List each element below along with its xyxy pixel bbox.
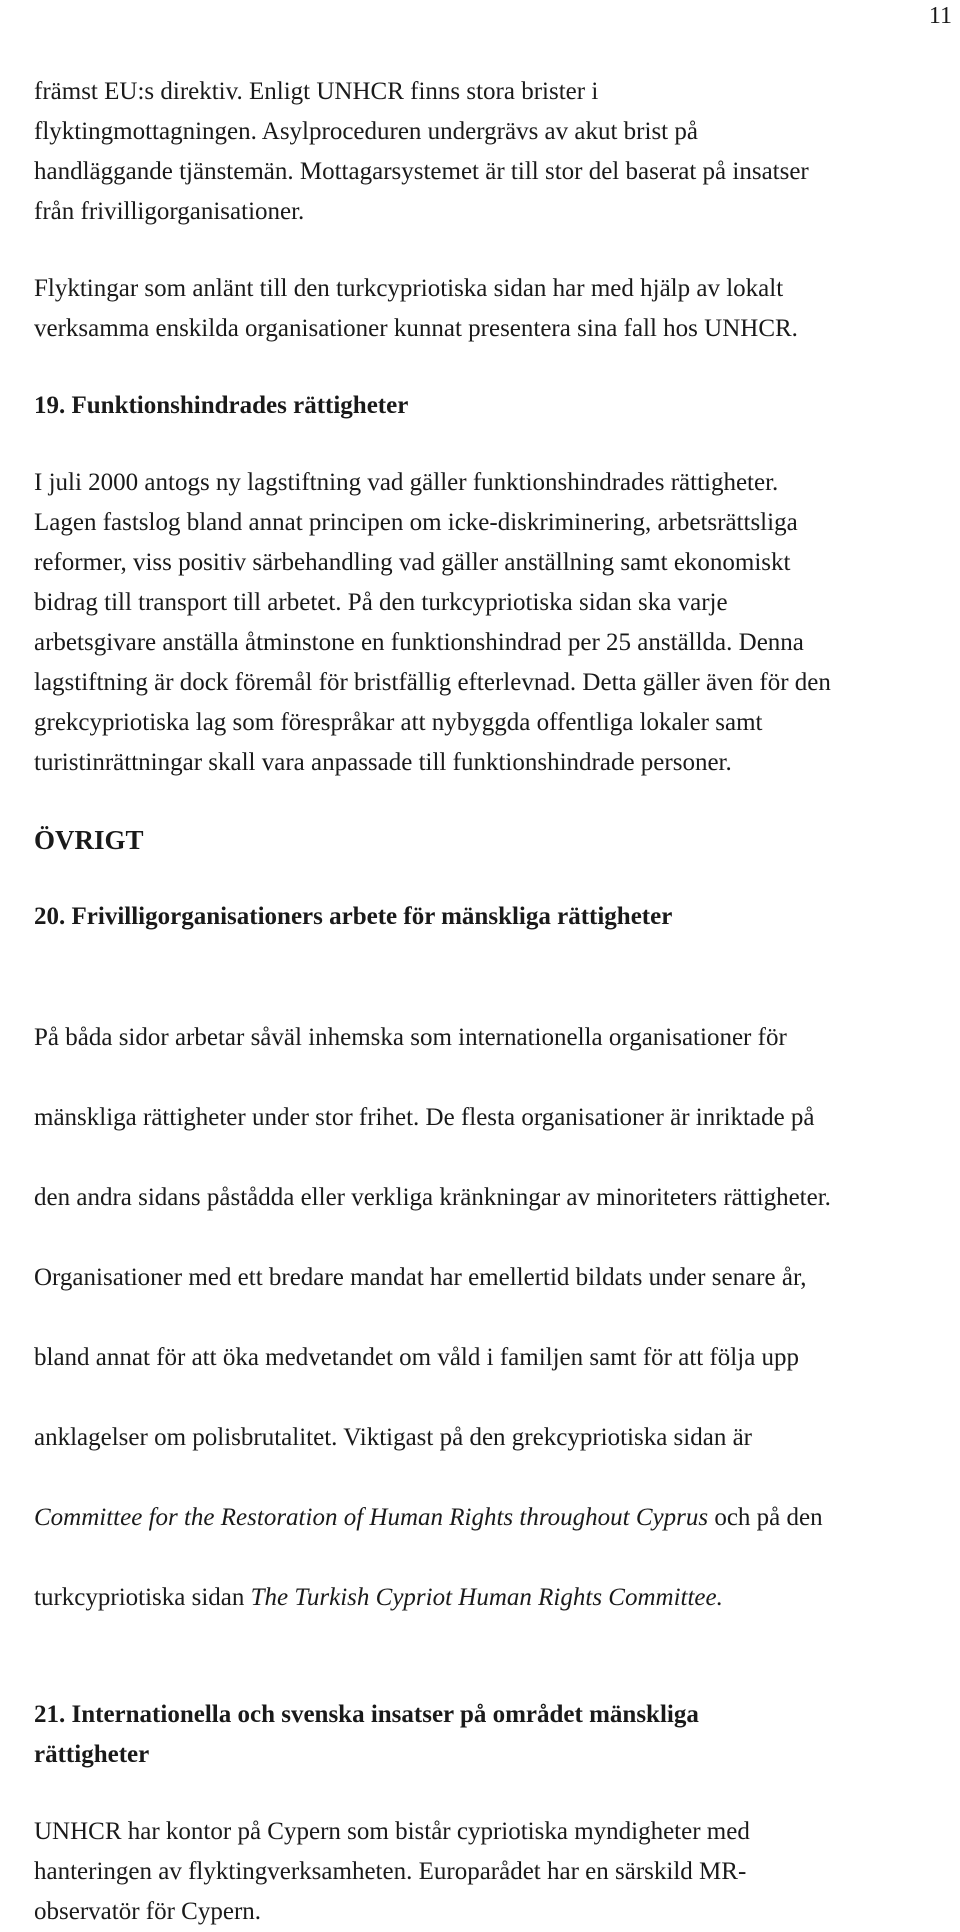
- paragraph-line: den andra sidans påstådda eller verkliga kränkningar av minoriteters rättigheter.: [34, 1184, 831, 1211]
- paragraph-line: [34, 1498, 946, 1538]
- paragraph-turkish-cypriot-refugees: Flyktingar som anlänt till den turkcypriotiska sidan har med hjälp av lokalt verksamma enskilda organisationer kunnat presentera sina fall hos UNHCR.: [34, 275, 798, 342]
- organization-name-greek-cypriot: Committee for the Restoration of Human Rights throughout Cyprus: [34, 1504, 709, 1531]
- paragraph-line: anklagelser om polisbrutalitet. Viktigast på den grekcypriotiska sidan är: [34, 1424, 752, 1451]
- paragraph-text: turkcypriotiska sidan: [34, 1584, 251, 1611]
- paragraph-ngo-work: [34, 978, 946, 1658]
- paragraph-unhcr-office: UNHCR har kontor på Cypern som bistår cypriotiska myndigheter med hanteringen av flyktingverksamheten. Europarådet har en särskild MR- observatör för Cypern.: [34, 1818, 750, 1925]
- paragraph-line: mänskliga rättigheter under stor frihet. De flesta organisationer är inriktade på: [34, 1104, 815, 1131]
- organization-name-turkish-cypriot: The Turkish Cypriot Human Rights Committee.: [250, 1584, 723, 1611]
- page-number: 11: [928, 3, 952, 29]
- paragraph-text: och på den: [708, 1504, 823, 1531]
- spacer: [34, 1775, 946, 1812]
- paragraph-line: bland annat för att öka medvetandet om våld i familjen samt för att följa upp: [34, 1344, 800, 1371]
- spacer: [34, 783, 946, 820]
- paragraph-disability-rights: I juli 2000 antogs ny lagstiftning vad gäller funktionshindrades rättigheter. Lagen fastslog bland annat principen om icke-diskriminering, arbetsrättsliga reformer, viss positiv särbehandling vad gäller anställning samt ekonomiskt bidrag till transport till arbetet. På den turkcypriotiska sidan ska varje arbetsgivare anställa åtminstone en funktionshindrad per 25 anställda. Denna lagstiftning är dock föremål för bristfällig efterlevnad. Detta gäller även för den grekcypriotiska lag som förespråkar att nybyggda offentliga lokaler samt turistinrättningar skall vara anpassade till funktionshindrade personer.: [34, 469, 831, 776]
- document-body: [34, 72, 946, 1932]
- paragraph-line: På båda sidor arbetar såväl inhemska som internationella organisationer för: [34, 1024, 787, 1051]
- spacer: [34, 232, 946, 269]
- spacer: [34, 426, 946, 463]
- spacer: [34, 1658, 946, 1695]
- heading-section-20: 20. Frivilligorganisationers arbete för mänskliga rättigheter: [34, 903, 673, 930]
- heading-section-21: 21. Internationella och svenska insatser på området mänskliga rättigheter: [34, 1701, 699, 1768]
- heading-section-19: 19. Funktionshindrades rättigheter: [34, 392, 409, 419]
- paragraph-line: Organisationer med ett bredare mandat har emellertid bildats under senare år,: [34, 1264, 807, 1291]
- spacer: [34, 860, 946, 897]
- heading-ovrigt: ÖVRIGT: [34, 825, 144, 855]
- paragraph-asylum-reception: främst EU:s direktiv. Enligt UNHCR finns stora brister i flyktingmottagningen. Asylproceduren undergrävs av akut brist på handläggande tjänstemän. Mottagarsystemet är till stor del baserat på insatser från frivilligorganisationer.: [34, 78, 809, 225]
- spacer: [34, 937, 946, 978]
- spacer: [34, 349, 946, 386]
- paragraph-line: [34, 1578, 946, 1618]
